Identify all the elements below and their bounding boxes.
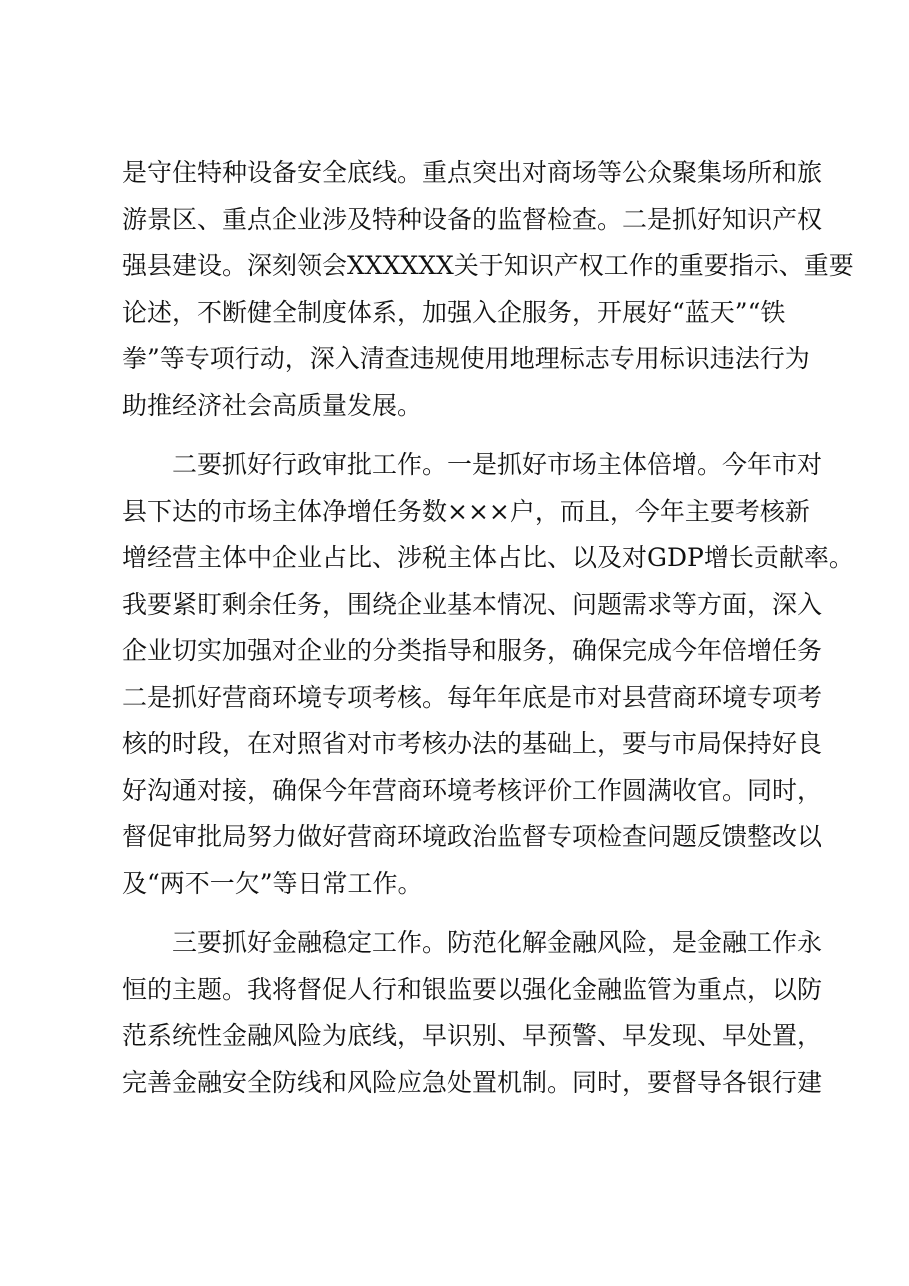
- text-line: 增经营主体中企业占比、涉税主体占比、以及对GDP增长贡献率。: [122, 543, 854, 572]
- text-line: 二是抓好营商环境专项考核。每年年底是市对县营商环境专项考: [122, 682, 823, 712]
- text-line: 企业切实加强对企业的分类指导和服务，确保完成今年倍增任务: [122, 636, 823, 665]
- text-line: 完善金融安全防线和风险应急处置机制。同时，要督导各银行建: [122, 1067, 823, 1097]
- text-line: 及“两不一欠”等日常工作。: [122, 868, 423, 898]
- body-text: [122, 150, 854, 1106]
- text-line: 我要紧盯剩余任务，围绕企业基本情况、问题需求等方面，深入: [122, 589, 823, 619]
- text-line: 好沟通对接，确保今年营商环境考核评价工作圆满收官。同时，: [122, 775, 823, 805]
- text-line: 核的时段，在对照省对市考核办法的基础上，要与市局保持好良: [122, 729, 823, 758]
- paragraph-2: [122, 442, 854, 907]
- text-line: 游景区、重点企业涉及特种设备的监督检查。二是抓好知识产权: [122, 204, 823, 234]
- paragraph-3: [122, 920, 823, 1106]
- text-line: 三要抓好金融稳定工作。防范化解金融风险，是金融工作永: [172, 928, 823, 957]
- text-line: 恒的主题。我将督促人行和银监要以强化金融监管为重点，以防: [122, 974, 823, 1004]
- paragraph-gap: [122, 907, 812, 920]
- paragraph-1: [122, 150, 854, 429]
- text-line: 范系统性金融风险为底线，早识别、早预警、早发现、早处置，: [122, 1021, 823, 1050]
- paragraph-gap: [122, 429, 812, 442]
- text-line: 是守住特种设备安全底线。重点突出对商场等公众聚集场所和旅: [122, 158, 823, 187]
- text-line: 县下达的市场主体净增任务数×××户，而且，今年主要考核新: [122, 496, 810, 526]
- text-line: 论述，不断健全制度体系，加强入企服务，开展好“蓝天”“铁: [122, 297, 786, 327]
- text-line: 督促审批局努力做好营商环境政治监督专项检查问题反馈整改以: [122, 822, 823, 851]
- text-line: 拳”等专项行动，深入清查违规使用地理标志专用标识违法行为: [122, 344, 810, 373]
- text-line: 二要抓好行政审批工作。一是抓好市场主体倍增。今年市对: [172, 450, 823, 479]
- text-line: 助推经济社会高质量发展。: [122, 390, 423, 420]
- text-line: 强县建设。深刻领会XXXXXX关于知识产权工作的重要指示、重要: [122, 251, 854, 280]
